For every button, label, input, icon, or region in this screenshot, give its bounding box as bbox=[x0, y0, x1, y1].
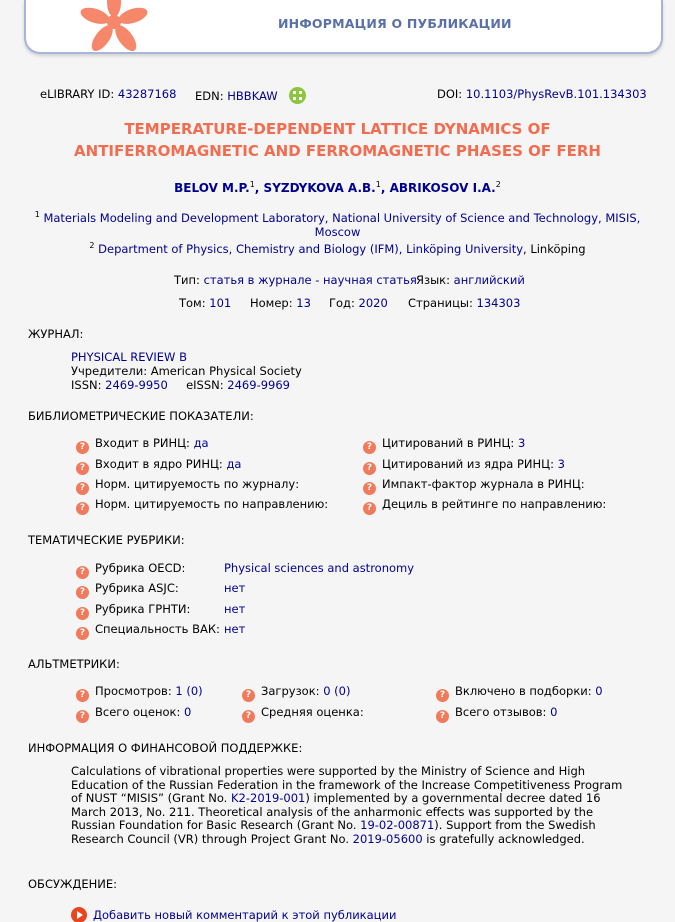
help-icon[interactable]: ? bbox=[76, 566, 89, 579]
pub-year: Год: 2020 bbox=[329, 296, 388, 310]
rubric-asjc-value: нет bbox=[224, 581, 246, 595]
help-icon[interactable]: ? bbox=[76, 586, 89, 599]
alt-collections: ? Включено в подборки: 0 bbox=[436, 684, 603, 702]
qr-code-icon[interactable] bbox=[289, 87, 306, 104]
rubric-oecd-link[interactable]: Physical sciences and astronomy bbox=[224, 561, 415, 575]
authors: BELOV M.P.$^1$, SYZDYKOVA A.B.$^1$, ABRIKOSOV I.A.$^2$ bbox=[174, 180, 501, 195]
edn: EDN: HBBKAW bbox=[195, 87, 306, 104]
affiliation-1-link[interactable]: Materials Modeling and Development Laboratory, National University of Science and Technology, MISIS, bbox=[43, 210, 641, 225]
help-icon[interactable]: ? bbox=[436, 689, 449, 702]
biblio-decile: ? Дециль в рейтинге по направлению: bbox=[363, 497, 606, 515]
elibrary-id-link[interactable]: 43287168 bbox=[117, 87, 177, 101]
alt-reviews: ? Всего отзывов: 0 bbox=[436, 705, 557, 723]
article-title-line-2: ANTIFERROMAGNETIC AND FERROMAGNETIC PHASES OF FERH bbox=[74, 142, 601, 160]
pub-language: Язык: английский bbox=[416, 273, 525, 287]
biblio-cit-rinc: ? Цитирований в РИНЦ: 3 bbox=[363, 436, 525, 454]
rubric-vak-value: нет bbox=[224, 622, 246, 636]
biblio-core: ? Входит в ядро РИНЦ: да bbox=[76, 457, 241, 475]
alt-avg-rating: ? Средняя оценка: bbox=[242, 705, 364, 723]
volume-link[interactable]: 101 bbox=[209, 296, 232, 310]
play-arrow-icon[interactable] bbox=[71, 907, 87, 922]
help-icon[interactable]: ? bbox=[76, 502, 89, 515]
pub-volume: Том: 101 bbox=[179, 296, 232, 310]
rubric-row: ? Специальность ВАК: bbox=[76, 622, 220, 640]
alt-ratings: ? Всего оценок: 0 bbox=[76, 705, 191, 723]
add-comment-link[interactable]: Добавить новый комментарий к этой публикации bbox=[93, 908, 397, 922]
author-link[interactable]: ABRIKOSOV I.A. bbox=[389, 181, 496, 195]
help-icon[interactable]: ? bbox=[363, 482, 376, 495]
pub-number: Номер: 13 bbox=[250, 296, 311, 310]
help-icon[interactable]: ? bbox=[436, 710, 449, 723]
doi: DOI: 10.1103/PhysRevB.101.134303 bbox=[437, 87, 647, 101]
author-link[interactable]: BELOV M.P. bbox=[174, 181, 250, 195]
help-icon[interactable]: ? bbox=[76, 689, 89, 702]
help-icon[interactable]: ? bbox=[363, 462, 376, 475]
help-icon[interactable]: ? bbox=[242, 689, 255, 702]
biblio-norm-journal: ? Норм. цитируемость по журналу: bbox=[76, 477, 299, 495]
funding-heading: ИНФОРМАЦИЯ О ФИНАНСОВОЙ ПОДДЕРЖКЕ: bbox=[28, 741, 303, 755]
page-title: ИНФОРМАЦИЯ О ПУБЛИКАЦИИ bbox=[278, 16, 512, 31]
rubric-row: ? Рубрика ASJC: bbox=[76, 581, 179, 599]
affiliation-1-link-cont[interactable]: Moscow bbox=[314, 224, 361, 239]
header-panel bbox=[24, 0, 663, 54]
journal-heading: ЖУРНАЛ: bbox=[28, 327, 84, 341]
help-icon[interactable]: ? bbox=[76, 627, 89, 640]
citations-link[interactable]: 3 bbox=[517, 436, 526, 450]
discussion-heading: ОБСУЖДЕНИЕ: bbox=[28, 877, 118, 891]
affiliation-2-link[interactable]: Department of Physics, Chemistry and Biology (IFM), Linköping University bbox=[98, 241, 524, 256]
help-icon[interactable]: ? bbox=[363, 502, 376, 515]
rubric-row: ? Рубрика OECD: bbox=[76, 561, 185, 579]
issue-link[interactable]: 13 bbox=[296, 296, 311, 310]
help-icon[interactable]: ? bbox=[76, 710, 89, 723]
journal-name-link[interactable]: PHYSICAL REVIEW B bbox=[71, 350, 187, 364]
journal-founders: Учредители: American Physical Society bbox=[71, 364, 302, 378]
altmetrics-heading: АЛЬТМЕТРИКИ: bbox=[28, 657, 120, 671]
grant-link[interactable]: K2-2019-001 bbox=[231, 791, 306, 805]
help-icon[interactable]: ? bbox=[76, 482, 89, 495]
author-link[interactable]: SYZDYKOVA A.B. bbox=[263, 181, 376, 195]
alt-downloads: ? Загрузок: 0 (0) bbox=[242, 684, 350, 702]
biblio-heading: БИБЛИОМЕТРИЧЕСКИЕ ПОКАЗАТЕЛИ: bbox=[28, 409, 254, 423]
biblio-cit-core: ? Цитирований из ядра РИНЦ: 3 bbox=[363, 457, 565, 475]
affiliation-2: $^2$ Department of Physics, Chemistry and Biology (IFM), Linköping University, Linköping bbox=[89, 241, 586, 256]
add-comment-row bbox=[71, 907, 396, 922]
biblio-rinc: ? Входит в РИНЦ: да bbox=[76, 436, 209, 454]
rubric-row: ? Рубрика ГРНТИ: bbox=[76, 602, 190, 620]
help-icon[interactable]: ? bbox=[363, 441, 376, 454]
help-icon[interactable]: ? bbox=[76, 607, 89, 620]
doi-link[interactable]: 10.1103/PhysRevB.101.134303 bbox=[465, 87, 647, 101]
affiliation-1: $^1$ Materials Modeling and Development Laboratory, National University of Science and Technology, MISIS, Moscow bbox=[34, 210, 641, 239]
journal-name-row bbox=[71, 350, 187, 364]
edn-link[interactable]: HBBKAW bbox=[227, 89, 278, 103]
journal-issn: ISSN: 2469-9950 eISSN: 2469-9969 bbox=[71, 378, 290, 392]
pub-pages: Страницы: 134303 bbox=[408, 296, 521, 310]
elibrary-id: eLIBRARY ID: 43287168 bbox=[40, 87, 177, 101]
help-icon[interactable]: ? bbox=[76, 462, 89, 475]
article-title-line-1: TEMPERATURE-DEPENDENT LATTICE DYNAMICS OF bbox=[124, 120, 551, 138]
help-icon[interactable]: ? bbox=[76, 441, 89, 454]
flower-logo-icon bbox=[80, 0, 148, 56]
funding-text: Calculations of vibrational properties were supported by the Ministry of Science and High Education of the Russian Federation in the framework of the Increase Competitiveness Program of NUST “MISIS” (Grant No. K2-2019-001) implemented by a governmental decree dated 16 March 2013, No. 211. Theoretical analysis of the anharmonic effects was supported by the Russian Foundation for Basic Research (Grant No. 19-02-00871). Support from the Swedish Research Council (VR) through Project Grant No. 2019-05600 is gratefully acknowledged. bbox=[71, 764, 623, 846]
rubric-grnti-value: нет bbox=[224, 602, 246, 616]
biblio-impact: ? Импакт-фактор журнала в РИНЦ: bbox=[363, 477, 585, 495]
biblio-norm-direction: ? Норм. цитируемость по направлению: bbox=[76, 497, 328, 515]
pub-type: Тип: статья в журнале - научная статья bbox=[174, 273, 417, 287]
rubrics-heading: ТЕМАТИЧЕСКИЕ РУБРИКИ: bbox=[28, 533, 185, 547]
help-icon[interactable]: ? bbox=[242, 710, 255, 723]
grant-link[interactable]: 2019-05600 bbox=[352, 831, 423, 846]
core-citations-link[interactable]: 3 bbox=[557, 457, 565, 471]
grant-link[interactable]: 19-02-00871 bbox=[360, 818, 435, 832]
alt-views: ? Просмотров: 1 (0) bbox=[76, 684, 203, 702]
